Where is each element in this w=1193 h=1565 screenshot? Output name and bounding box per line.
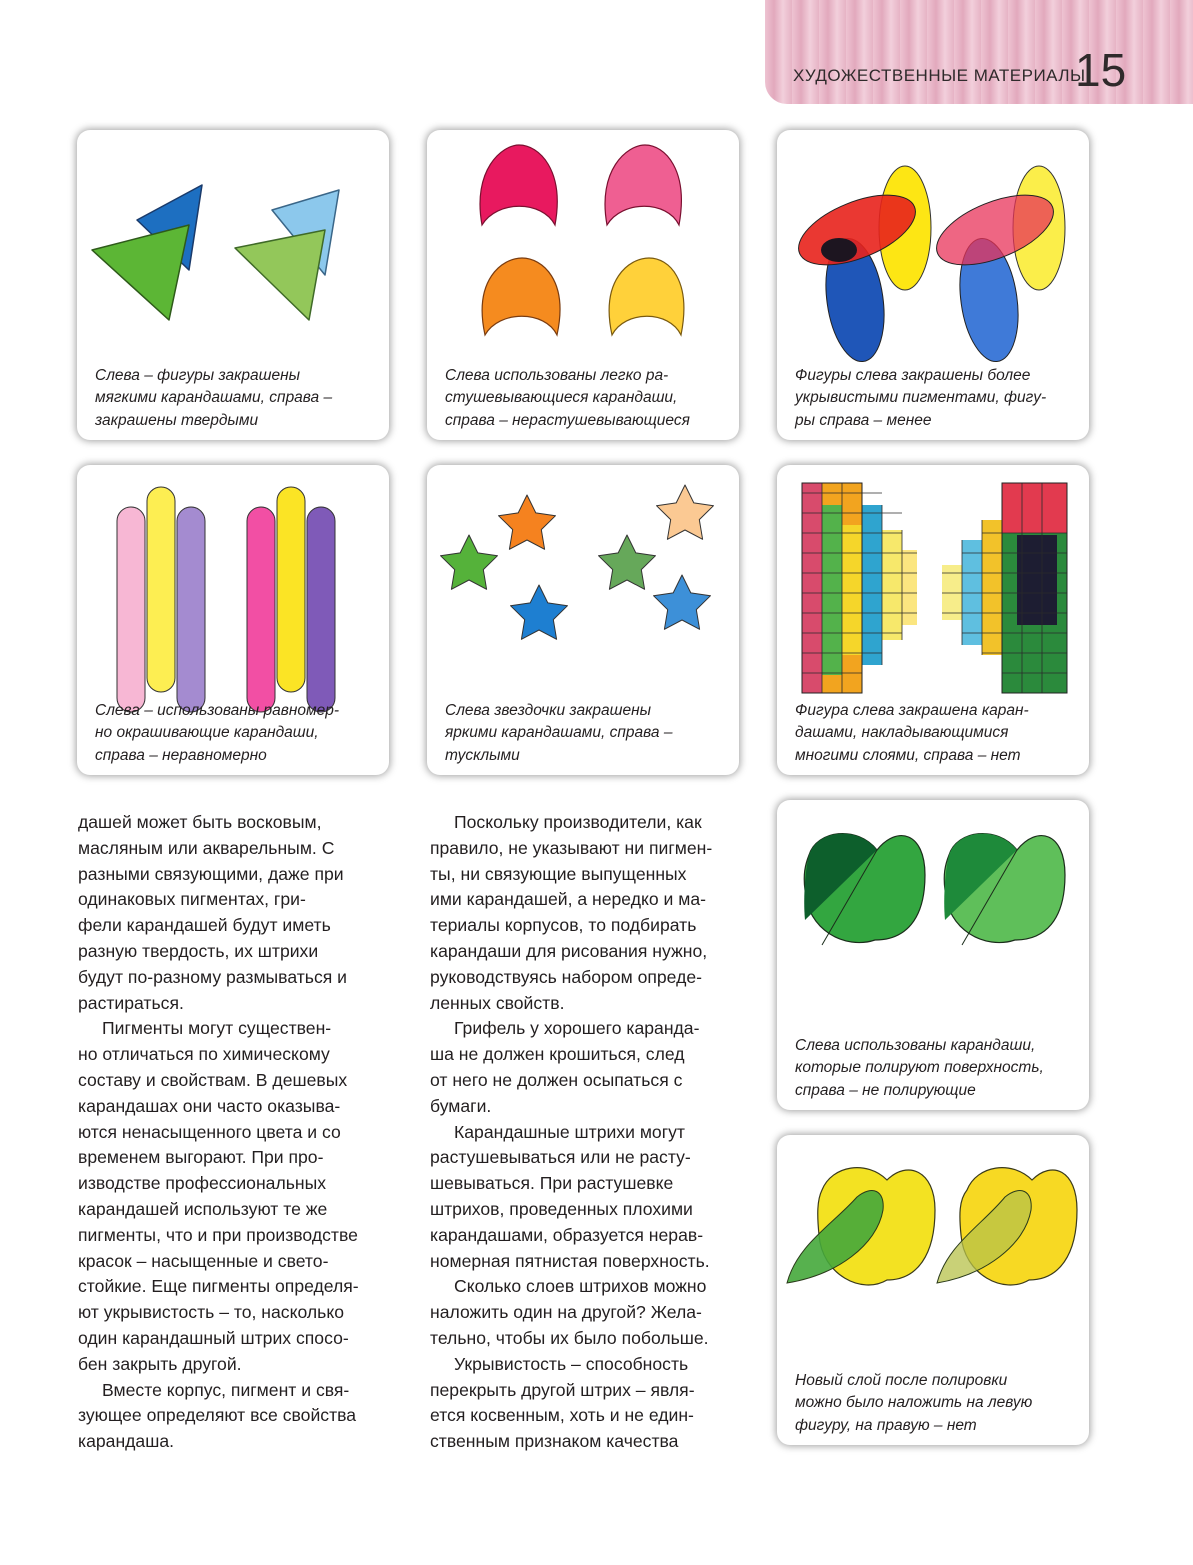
violet-bar-even bbox=[177, 507, 205, 712]
green-triangle-soft bbox=[92, 225, 189, 320]
overlap-mark-left bbox=[821, 238, 857, 262]
card-green bbox=[777, 800, 1089, 1110]
layered-grid-left bbox=[802, 483, 917, 693]
pink-bar-uneven bbox=[247, 507, 275, 712]
body-column-2: Поскольку производители, как правило, не указывают ни пигмен- ты, ни связующие выпущенных ими карандашей, а нередко и ма- териалы корпусов, то подбирать карандаши для рисования нужно, руководствуясь набором опреде- ленных свойств. Грифель у хорошего каранда- ша не должен крошиться, след от него не должен осыпаться с бумаги. Карандашные штрихи могут растушевываться или не расту- шевываться. При растушевке штрихов, проведенных плохими карандашами, образуется нерав- номерная пятнистая поверхность. Сколько слоев штрихов можно наложить один на другой? Жела- тельно, чтобы их было побольше. Укрывистость – способность перекрыть другой штрих – явля- ется косвенным, хоть и не един- ственным признаком качества bbox=[430, 812, 713, 1452]
violet-bar-uneven bbox=[307, 507, 335, 712]
caption: Слева – фигуры закрашены мягкими карандашами, справа – закрашены твердыми bbox=[95, 366, 333, 429]
caption: Фигуры слева закрашены более укрывистыми пигментами, фигу- ры справа – менее bbox=[795, 366, 1047, 429]
green-triangle-hard bbox=[235, 230, 325, 320]
section-title: ХУДОЖЕСТВЕННЫЕ МАТЕРИАЛЫ bbox=[793, 66, 1086, 85]
card-ovals bbox=[777, 130, 1089, 440]
caption: Слева звездочки закрашены яркими карандашами, справа – тусклыми bbox=[445, 701, 673, 764]
orange-star-bright bbox=[499, 495, 556, 549]
pink-bar-even bbox=[117, 507, 145, 712]
card-crescents bbox=[427, 130, 739, 440]
magenta-crescent-right bbox=[605, 145, 681, 225]
layered-grid-right bbox=[942, 483, 1067, 693]
card-triangles bbox=[77, 130, 389, 440]
caption: Слева использованы карандаши, которые полируют поверхность, справа – не полирующие bbox=[795, 1036, 1044, 1099]
page-number: 15 bbox=[1075, 44, 1127, 96]
orange-star-dull bbox=[657, 485, 714, 539]
card-bars bbox=[77, 465, 389, 775]
blue-star-bright bbox=[511, 585, 568, 639]
card-yellow bbox=[777, 1135, 1089, 1445]
green-star-dull bbox=[599, 535, 656, 589]
yellow-crescent-right bbox=[609, 258, 684, 335]
caption: Слева использованы легко ра- стушевывающиеся карандаши, справа – нерастушевывающиеся bbox=[445, 366, 690, 429]
caption: Фигура слева закрашена каран- дашами, накладывающимися многими слоями, справа – нет bbox=[795, 701, 1029, 764]
green-star-bright bbox=[441, 535, 498, 589]
card-stars bbox=[427, 465, 739, 775]
blue-star-dull bbox=[654, 575, 711, 629]
yellow-bar-uneven bbox=[277, 487, 305, 692]
yellow-bar-even bbox=[147, 487, 175, 692]
header-tab bbox=[765, 0, 1193, 104]
magenta-crescent-left bbox=[480, 145, 557, 225]
body-column-1: дашей может быть восковым, масляным или акварельным. С разными связующими, даже при одинаковых пигментах, гри- фели карандашей будут иметь разную твердость, их штрихи будут по-разному размываться и растираться. Пигменты могут существен- но отличаться по химическому составу и свойствам. В дешевых карандашах они часто оказыва- ются ненасыщенного цвета и со временем выгорают. При про- изводстве профессиональных карандашей используют те же пигменты, что и при производстве красок – насыщенные и свето- стойкие. Еще пигменты определя- ют укрывистость – то, насколько один карандашный штрих спосо- бен закрыть другой. Вместе корпус, пигмент и свя- зующее определяют все свойства карандаша. bbox=[78, 812, 359, 1452]
caption: Слева – использованы равномер- но окрашивающие карандаши, справа – неравномерно bbox=[95, 701, 340, 764]
caption: Новый слой после полировки можно было наложить на левую фигуру, на правую – нет bbox=[795, 1371, 1033, 1434]
card-grid bbox=[777, 465, 1089, 775]
orange-crescent-left bbox=[482, 258, 560, 335]
